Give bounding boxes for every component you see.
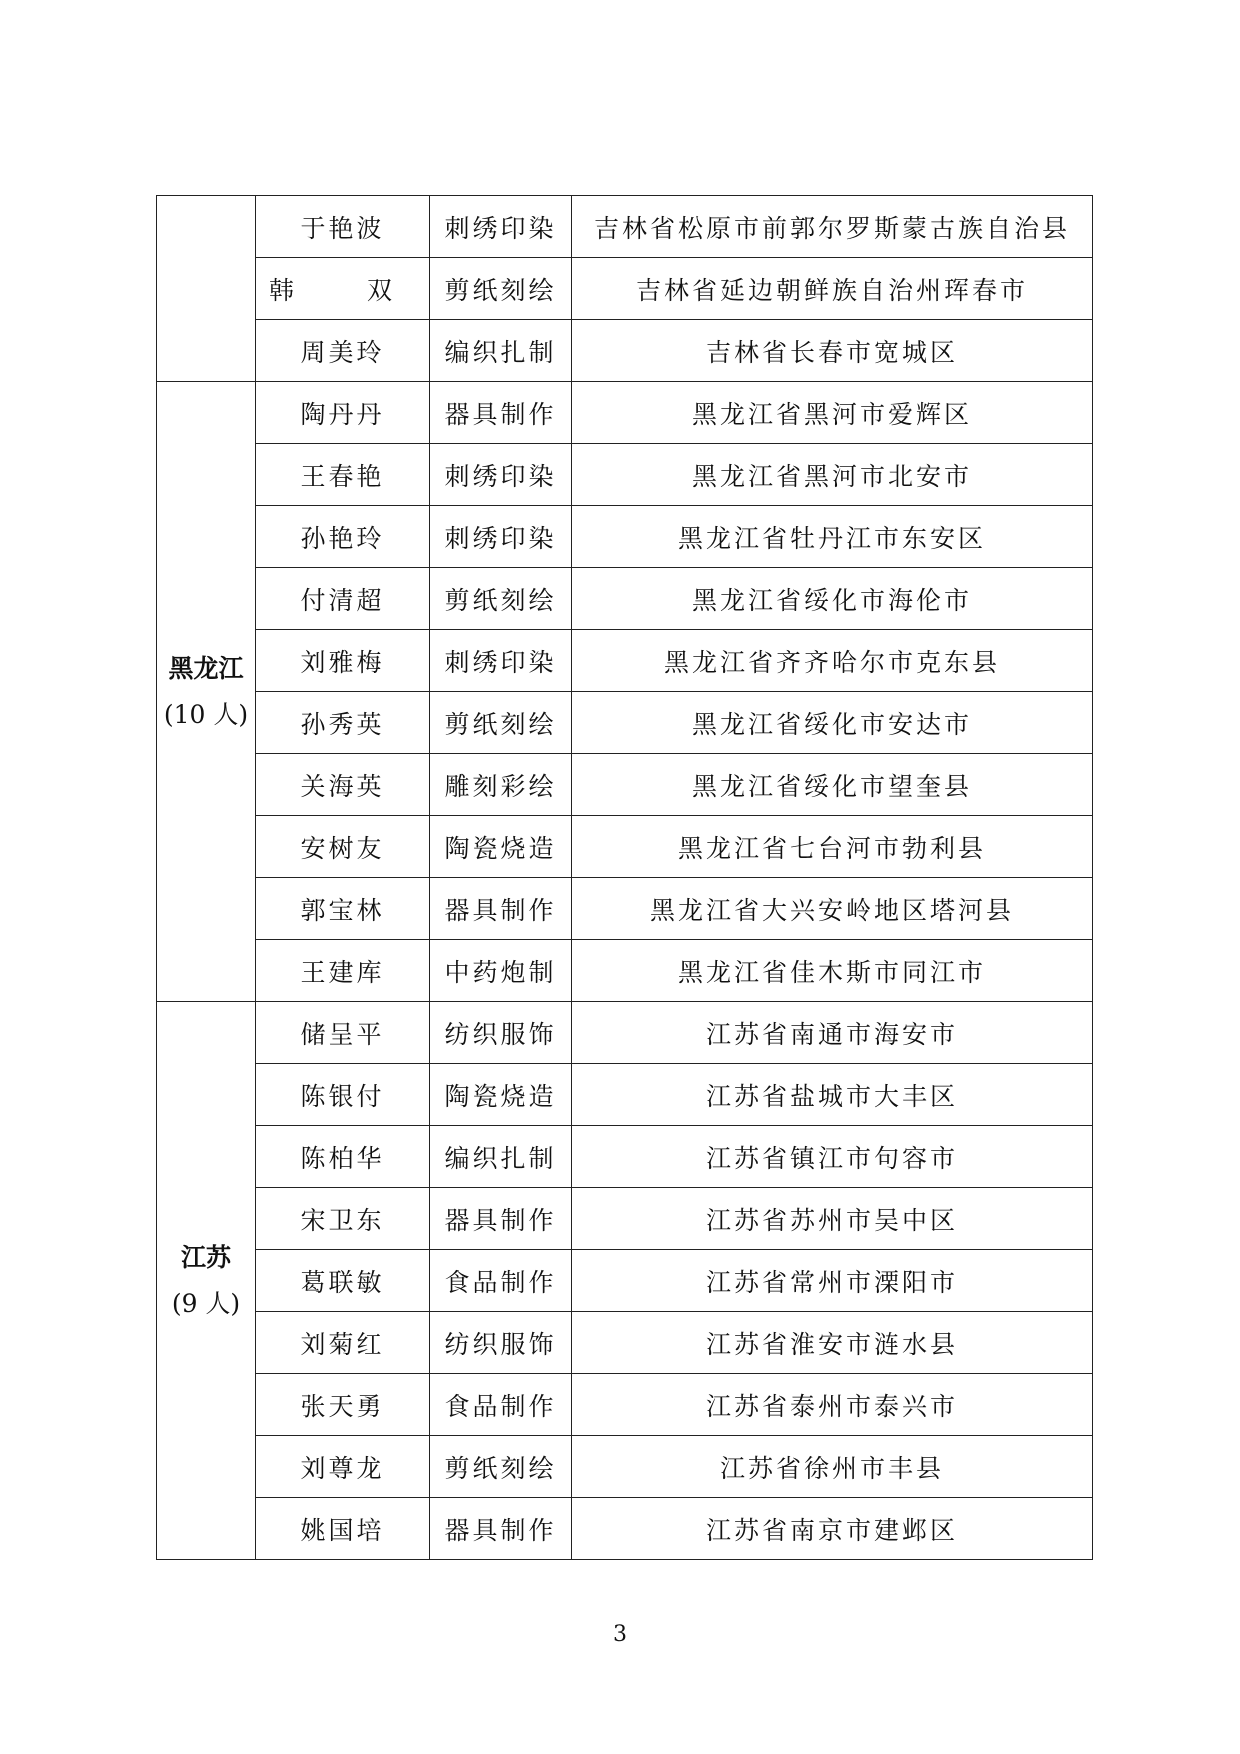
- name-cell: 关海英: [256, 754, 430, 816]
- name-cell: 陶丹丹: [256, 382, 430, 444]
- category-cell: 刺绣印染: [430, 630, 572, 692]
- table-row: [157, 1374, 1093, 1436]
- address-cell: 江苏省苏州市吴中区: [572, 1188, 1093, 1250]
- category-cell: 剪纸刻绘: [430, 1436, 572, 1498]
- table-row: [157, 320, 1093, 382]
- address-cell: 吉林省松原市前郭尔罗斯蒙古族自治县: [572, 196, 1093, 258]
- address-cell: 黑龙江省大兴安岭地区塔河县: [572, 878, 1093, 940]
- category-cell: 编织扎制: [430, 1126, 572, 1188]
- address-cell: 黑龙江省黑河市北安市: [572, 444, 1093, 506]
- name-cell: 储呈平: [256, 1002, 430, 1064]
- category-cell: 剪纸刻绘: [430, 258, 572, 320]
- address-cell: 黑龙江省绥化市安达市: [572, 692, 1093, 754]
- table-row: [157, 754, 1093, 816]
- address-cell: 黑龙江省黑河市爱辉区: [572, 382, 1093, 444]
- province-name: 江苏: [180, 1242, 231, 1272]
- name-cell: 安树友: [256, 816, 430, 878]
- address-cell: 江苏省盐城市大丰区: [572, 1064, 1093, 1126]
- name-cell: 刘菊红: [256, 1312, 430, 1374]
- name-cell: 刘尊龙: [256, 1436, 430, 1498]
- table-row: [157, 1498, 1093, 1560]
- table-row: [157, 568, 1093, 630]
- category-cell: 器具制作: [430, 1188, 572, 1250]
- address-cell: 黑龙江省绥化市海伦市: [572, 568, 1093, 630]
- category-cell: 刺绣印染: [430, 506, 572, 568]
- page-number: 3: [613, 1622, 627, 1647]
- address-cell: 江苏省徐州市丰县: [572, 1436, 1093, 1498]
- category-cell: 中药炮制: [430, 940, 572, 1002]
- table-row: [157, 258, 1093, 320]
- category-cell: 雕刻彩绘: [430, 754, 572, 816]
- category-cell: 器具制作: [430, 1498, 572, 1560]
- name-cell: 陈柏华: [256, 1126, 430, 1188]
- address-cell: 吉林省长春市宽城区: [572, 320, 1093, 382]
- province-count: (9 人): [171, 1288, 241, 1318]
- table-row: [157, 1188, 1093, 1250]
- table-row: [157, 1250, 1093, 1312]
- name-cell: 付清超: [256, 568, 430, 630]
- category-cell: 器具制作: [430, 382, 572, 444]
- table-row: [157, 816, 1093, 878]
- table-row: [157, 1126, 1093, 1188]
- category-cell: 陶瓷烧造: [430, 816, 572, 878]
- table-row: [157, 1436, 1093, 1498]
- roster-table: [156, 195, 1093, 1560]
- category-cell: 刺绣印染: [430, 196, 572, 258]
- name-cell: 郭宝林: [256, 878, 430, 940]
- name-cell: 宋卫东: [256, 1188, 430, 1250]
- name-cell: 刘雅梅: [256, 630, 430, 692]
- table-row: [157, 1064, 1093, 1126]
- address-cell: 江苏省淮安市涟水县: [572, 1312, 1093, 1374]
- address-cell: 黑龙江省牡丹江市东安区: [572, 506, 1093, 568]
- province-cell-jiangsu: [157, 1002, 256, 1560]
- address-cell: 江苏省南京市建邺区: [572, 1498, 1093, 1560]
- category-cell: 器具制作: [430, 878, 572, 940]
- category-cell: 编织扎制: [430, 320, 572, 382]
- address-cell: 黑龙江省佳木斯市同江市: [572, 940, 1093, 1002]
- table-row: [157, 444, 1093, 506]
- province-name: 黑龙江: [168, 653, 244, 683]
- name-cell: 王春艳: [256, 444, 430, 506]
- province-count: (10 人): [163, 699, 249, 729]
- table-row: [157, 196, 1093, 258]
- name-cell: 葛联敏: [256, 1250, 430, 1312]
- address-cell: 江苏省南通市海安市: [572, 1002, 1093, 1064]
- table-row: [157, 940, 1093, 1002]
- category-cell: 剪纸刻绘: [430, 692, 572, 754]
- address-cell: 黑龙江省齐齐哈尔市克东县: [572, 630, 1093, 692]
- table-row: [157, 1002, 1093, 1064]
- category-cell: 刺绣印染: [430, 444, 572, 506]
- address-cell: 江苏省常州市溧阳市: [572, 1250, 1093, 1312]
- address-cell: 吉林省延边朝鲜族自治州珲春市: [572, 258, 1093, 320]
- address-cell: 江苏省镇江市句容市: [572, 1126, 1093, 1188]
- address-cell: 黑龙江省七台河市勃利县: [572, 816, 1093, 878]
- name-text: 韩 双: [268, 275, 416, 305]
- category-cell: 纺织服饰: [430, 1312, 572, 1374]
- table-row: [157, 1312, 1093, 1374]
- category-cell: 食品制作: [430, 1250, 572, 1312]
- category-cell: 纺织服饰: [430, 1002, 572, 1064]
- table-row: [157, 878, 1093, 940]
- category-cell: 剪纸刻绘: [430, 568, 572, 630]
- name-cell: 陈银付: [256, 1064, 430, 1126]
- name-cell: 王建库: [256, 940, 430, 1002]
- category-cell: 陶瓷烧造: [430, 1064, 572, 1126]
- table-row: [157, 692, 1093, 754]
- name-cell: [256, 258, 430, 320]
- name-cell: 周美玲: [256, 320, 430, 382]
- table-row: [157, 630, 1093, 692]
- address-cell: 江苏省泰州市泰兴市: [572, 1374, 1093, 1436]
- name-cell: 于艳波: [256, 196, 430, 258]
- table-row: [157, 506, 1093, 568]
- table-row: [157, 382, 1093, 444]
- name-cell: 孙秀英: [256, 692, 430, 754]
- address-cell: 黑龙江省绥化市望奎县: [572, 754, 1093, 816]
- province-cell-heilongjiang: [157, 382, 256, 1002]
- name-cell: 孙艳玲: [256, 506, 430, 568]
- province-cell-jilin-continued: [157, 196, 256, 382]
- category-cell: 食品制作: [430, 1374, 572, 1436]
- name-cell: 张天勇: [256, 1374, 430, 1436]
- name-cell: 姚国培: [256, 1498, 430, 1560]
